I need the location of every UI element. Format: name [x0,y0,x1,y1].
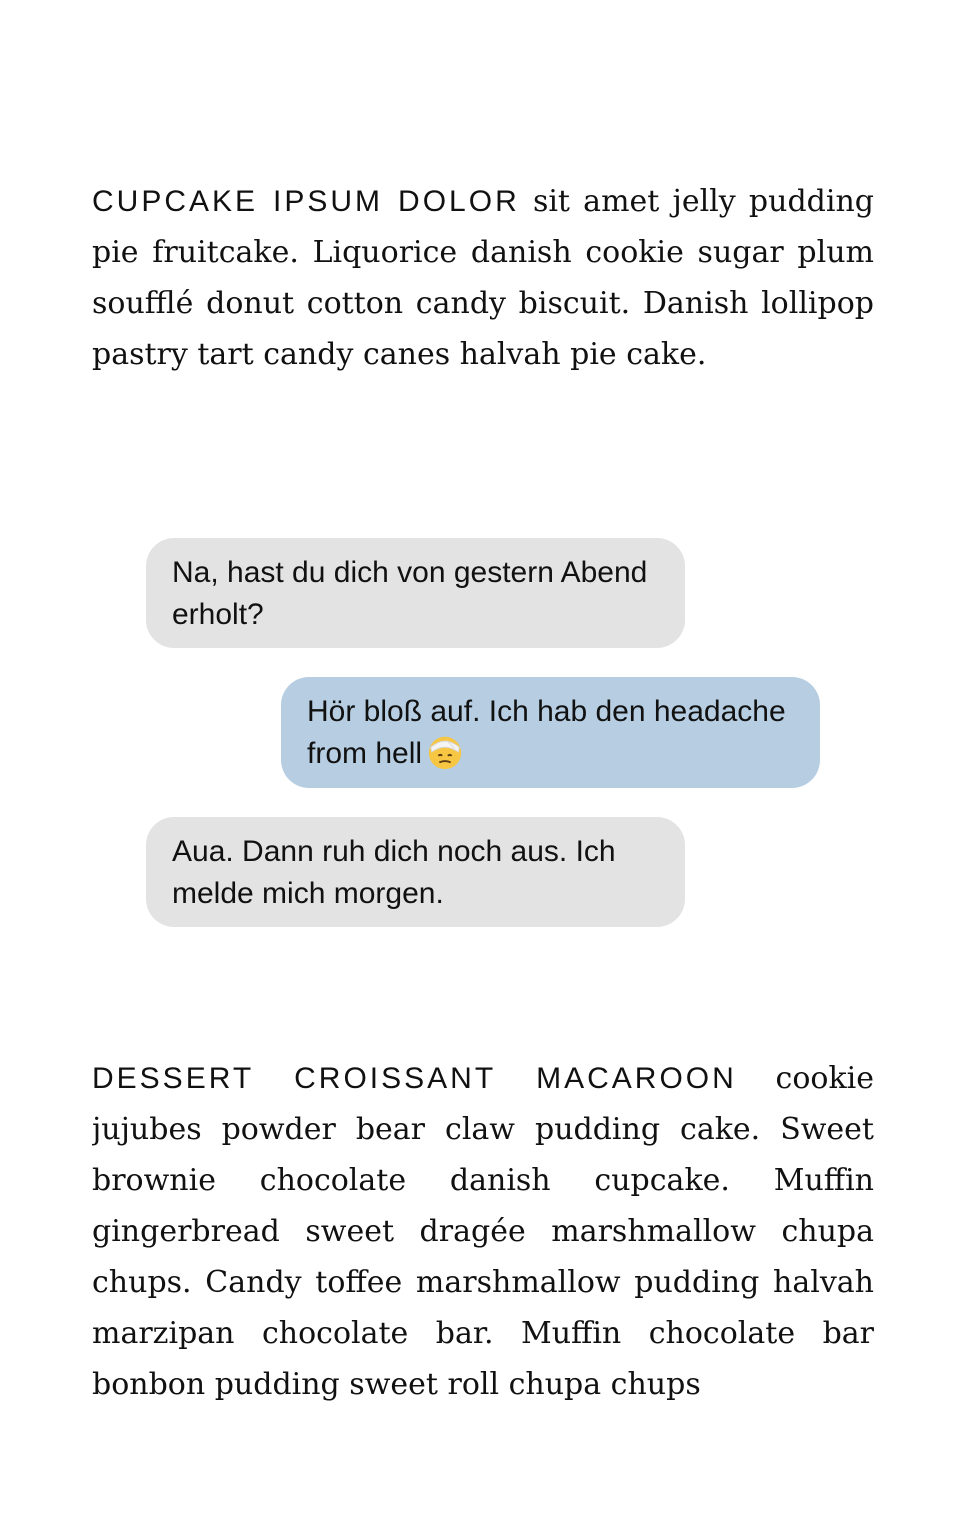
chat-bubble-received [146,817,685,927]
chat-bubble-received [146,538,685,648]
chat-bubble-sent [281,677,820,788]
paragraph-dessert [92,1053,874,1410]
paragraph-intro [92,176,874,380]
chat-message-text: Hör bloß auf. Ich hab den headache from hell [307,695,786,770]
paragraph-body: cookie jujubes powder bear claw pudding cake. Sweet brownie chocolate danish cupcake. Muffin gingerbread sweet dragée marshmallow chupa chups. Candy toffee marshmallow pudding halvah marzipan chocolate bar. Muffin chocolate bar bonbon pudding sweet roll chupa chups [92,1061,874,1402]
paragraph-lead-caps: DESSERT CROISSANT MACAROON [92,1062,737,1095]
face-with-head-bandage-icon [426,733,464,771]
paragraph-body: sit amet jelly pudding pie fruitcake. Liquorice danish cookie sugar plum soufflé donut cotton candy biscuit. Danish lollipop pastry tart candy canes halvah pie cake. [92,184,874,372]
chat-message-text: Na, hast du dich von gestern Abend erholt? [172,556,648,631]
paragraph-lead-caps: CUPCAKE IPSUM DOLOR [92,185,520,218]
chat-message-text: Aua. Dann ruh dich noch aus. Ich melde mich morgen. [172,835,616,910]
